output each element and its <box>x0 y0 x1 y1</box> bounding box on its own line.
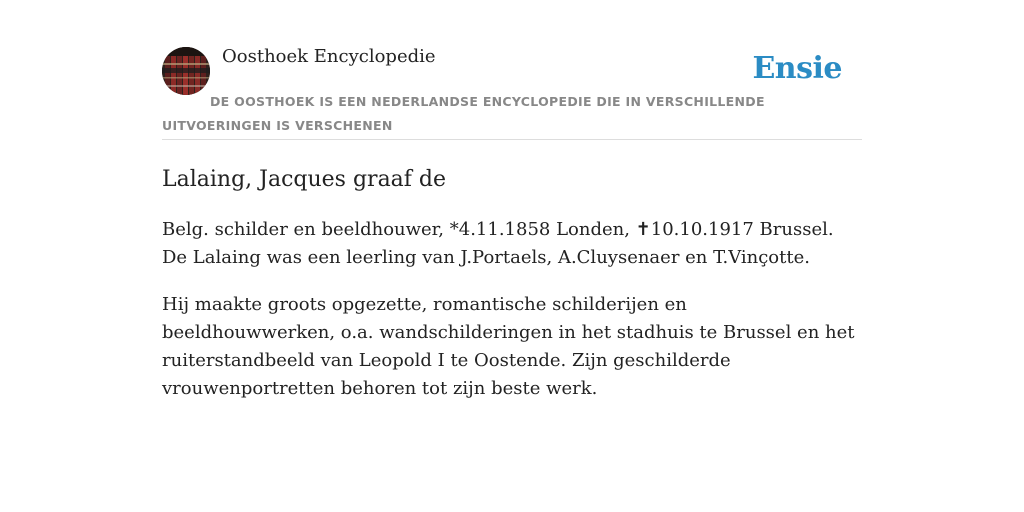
article-paragraph-1: Belg. schilder en beeldhouwer, *4.11.1858 Londen, ✝10.10.1917 Brussel. De Lalaing was een leerling van J.Portaels, A.Cluysenaer en T.Vinçotte. <box>162 219 834 268</box>
source-description: DE OOSTHOEK IS EEN NEDERLANDSE ENCYCLOPEDIE DIE IN VERSCHILLENDE UITVOERINGEN IS VERSCHENEN <box>162 94 765 133</box>
book-spines-icon <box>162 47 210 95</box>
page-container <box>162 0 862 403</box>
source-avatar[interactable] <box>162 47 210 95</box>
article-paragraph-2: Hij maakte groots opgezette, romantische schilderijen en beeldhouwwerken, o.a. wandschilderingen in het stadhuis te Brussel en het ruiterstandbeeld van Leopold I te Oostende. Zijn geschilderde vrouwenportretten behoren tot zijn beste werk. <box>162 294 855 399</box>
source-title[interactable]: Oosthoek Encyclopedie <box>222 46 436 67</box>
ensie-logo[interactable]: Ensie <box>752 51 842 86</box>
article-title: Lalaing, Jacques graaf de <box>162 167 447 192</box>
source-header <box>162 0 862 140</box>
